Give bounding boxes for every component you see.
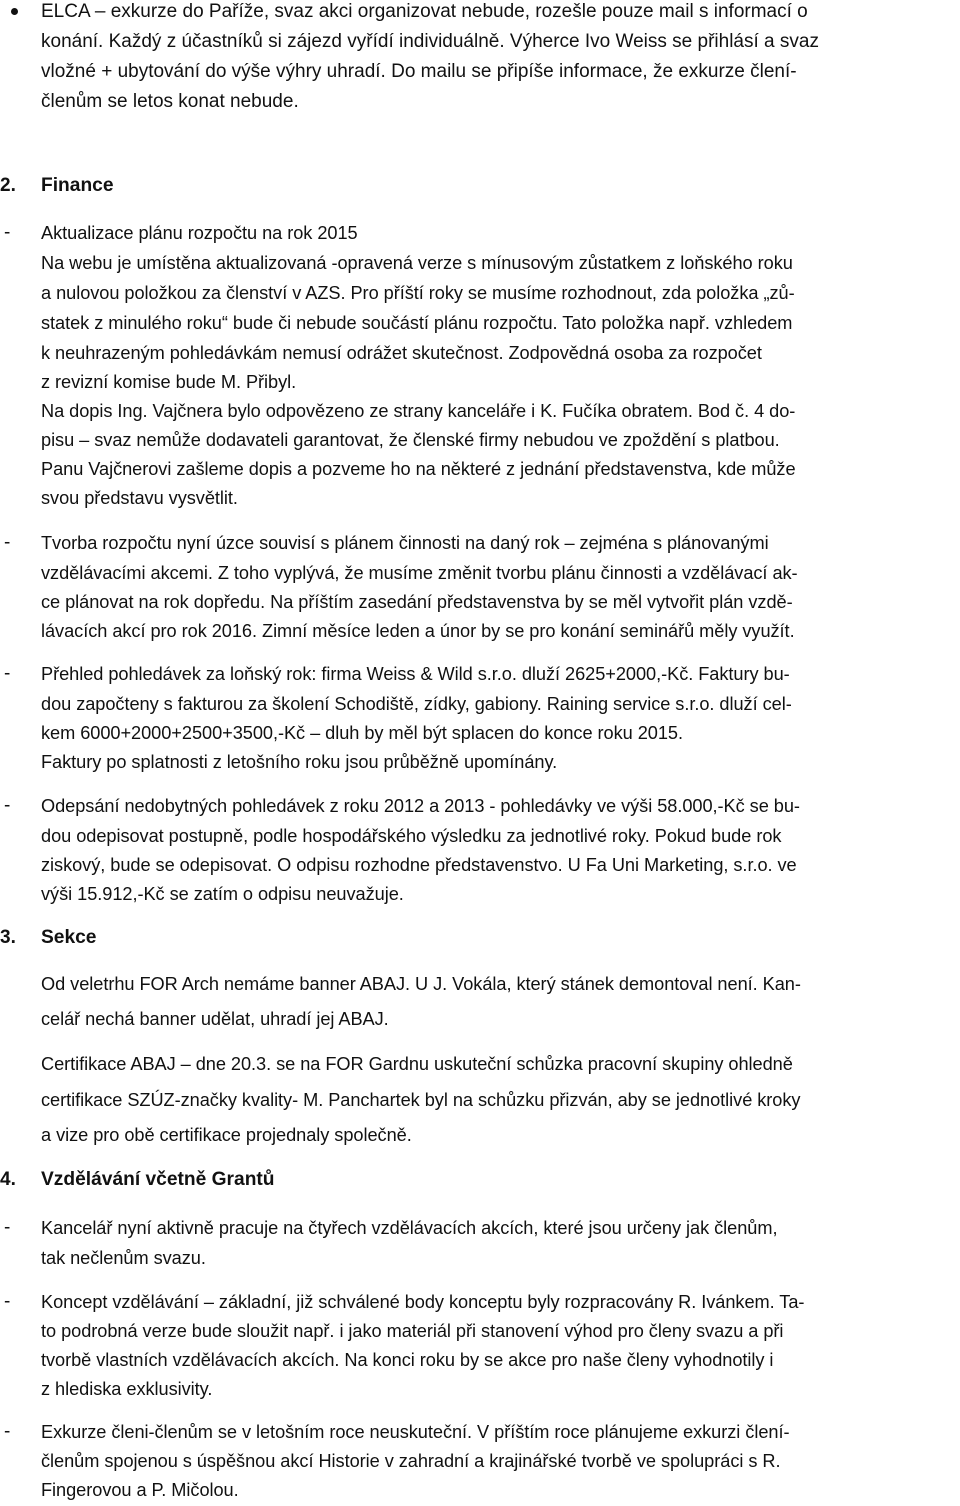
dash-marker: - bbox=[4, 1217, 11, 1238]
text-line: ce plánovat na rok dopředu. Na příštím zasedání představenstva by se měl vytvořit plán vzdě- bbox=[41, 592, 793, 612]
text-line: konání. Každý z účastníků si zájezd vyřídí individuálně. Výherce Ivo Weiss se přihlásí a svaz bbox=[41, 31, 819, 52]
text-line: Koncept vzdělávání – základní, již schválené body konceptu byly rozpracovány R. Ivánkem. Ta- bbox=[41, 1292, 805, 1312]
text-line: celář nechá banner udělat, uhradí jej ABAJ. bbox=[41, 1009, 389, 1029]
text-line: a vize pro obě certifikace projednaly společně. bbox=[41, 1125, 412, 1145]
bullet-icon bbox=[11, 8, 18, 15]
text-line: to podrobná verze bude sloužit např. i jako materiál při stanovení výhod pro členy svazu a při bbox=[41, 1321, 784, 1341]
text-line: výši 15.912,-Kč se zatím o odpisu neuvažuje. bbox=[41, 884, 404, 904]
text-line: Aktualizace plánu rozpočtu na rok 2015 bbox=[41, 223, 358, 243]
dash-marker: - bbox=[4, 1421, 11, 1442]
text-line: svou představu vysvětlit. bbox=[41, 488, 238, 508]
text-line: Fingerovou a P. Mičolou. bbox=[41, 1480, 239, 1500]
text-line: pisu – svaz nemůže dodavateli garantovat, že členské firmy nebudou ve zpoždění s platbou. bbox=[41, 430, 780, 450]
text-line: lávacích akcí pro rok 2016. Zimní měsíce leden a únor by se pro konání seminářů měly využít. bbox=[41, 621, 795, 641]
section-number: 4. bbox=[0, 1169, 16, 1190]
text-line: Odepsání nedobytných pohledávek z roku 2012 a 2013 - pohledávky ve výši 58.000,-Kč se bu- bbox=[41, 796, 800, 816]
text-line: kem 6000+2000+2500+3500,-Kč – dluh by měl být splacen do konce roku 2015. bbox=[41, 723, 683, 743]
dash-marker: - bbox=[4, 795, 11, 816]
text-line: k neuhrazeným pohledávkám nemusí odrážet skutečnost. Zodpovědná osoba za rozpočet bbox=[41, 343, 762, 363]
text-line: certifikace SZÚZ-značky kvality- M. Panchartek byl na schůzku přizván, aby se jednotlivé kroky bbox=[41, 1090, 801, 1110]
text-line: Faktury po splatnosti z letošního roku jsou průběžně upomínány. bbox=[41, 752, 558, 772]
text-line: Panu Vajčnerovi zašleme dopis a pozveme ho na některé z jednání představenstva, kde může bbox=[41, 459, 796, 479]
text-line: tak nečlenům svazu. bbox=[41, 1248, 206, 1268]
text-line: z revizní komise bude M. Přibyl. bbox=[41, 372, 297, 392]
dash-marker: - bbox=[4, 222, 11, 243]
text-line: Přehled pohledávek za loňský rok: firma Weiss & Wild s.r.o. dluží 2625+2000,-Kč. Faktury bu- bbox=[41, 664, 790, 684]
text-line: vložné + ubytování do výše výhry uhradí. Do mailu se připíše informace, že exkurze člení- bbox=[41, 61, 797, 82]
dash-marker: - bbox=[4, 1291, 11, 1312]
text-line: a nulovou položkou za členství v AZS. Pro příští roky se musíme rozhodnout, zda položka „zů- bbox=[41, 283, 795, 303]
text-line: statek z minulého roku“ bude či nebude součástí plánu rozpočtu. Tato položka např. vzhledem bbox=[41, 313, 793, 333]
text-line: vzdělávacími akcemi. Z toho vyplývá, že musíme změnit tvorbu plánu činnosti a vzdělávací ak- bbox=[41, 563, 798, 583]
text-line: Certifikace ABAJ – dne 20.3. se na FOR Gardnu uskuteční schůzka pracovní skupiny ohledně bbox=[41, 1054, 793, 1074]
text-line: Od veletrhu FOR Arch nemáme banner ABAJ. U J. Vokála, který stánek demontoval není. Kan- bbox=[41, 974, 801, 994]
text-line: ziskový, bude se odepisovat. O odpisu rozhodne představenstvo. U Fa Uni Marketing, s.r.o. ve bbox=[41, 855, 797, 875]
text-line: Exkurze členi-členům se v letošním roce neuskuteční. V příštím roce plánujeme exkurzi člení- bbox=[41, 1422, 790, 1442]
section-title: Sekce bbox=[41, 927, 97, 948]
text-line: Na dopis Ing. Vajčnera bylo odpovězeno ze strany kanceláře i K. Fučíka obratem. Bod č. 4 do- bbox=[41, 401, 796, 421]
dash-marker: - bbox=[4, 663, 11, 684]
text-line: dou odepisovat postupně, podle hospodářského výsledku za jednotlivé roky. Pokud bude rok bbox=[41, 826, 782, 846]
section-number: 3. bbox=[0, 927, 16, 948]
section-title: Vzdělávání včetně Grantů bbox=[41, 1169, 275, 1190]
text-line: Kancelář nyní aktivně pracuje na čtyřech vzdělávacích akcích, které jsou určeny jak členům, bbox=[41, 1218, 778, 1238]
section-number: 2. bbox=[0, 175, 16, 196]
text-line: ELCA – exkurze do Paříže, svaz akci organizovat nebude, rozešle pouze mail s informací o bbox=[41, 1, 808, 22]
dash-marker: - bbox=[4, 532, 11, 553]
section-title: Finance bbox=[41, 175, 114, 196]
text-line: Na webu je umístěna aktualizovaná -opravená verze s mínusovým zůstatkem z loňského roku bbox=[41, 253, 793, 273]
text-line: Tvorba rozpočtu nyní úzce souvisí s plánem činnosti na daný rok – zejména s plánovanými bbox=[41, 533, 769, 553]
text-line: členům se letos konat nebude. bbox=[41, 91, 299, 112]
text-line: tvorbě vlastních vzdělávacích akcích. Na konci roku by se akce pro naše členy vyhodnotily i bbox=[41, 1350, 774, 1370]
text-line: dou započteny s fakturou za školení Schodiště, zídky, gabiony. Raining service s.r.o. dluží cel- bbox=[41, 694, 792, 714]
text-line: z hlediska exklusivity. bbox=[41, 1379, 213, 1399]
text-line: členům spojenou s úspěšnou akcí Historie v zahradní a krajinářské tvorbě ve spolupráci s R. bbox=[41, 1451, 781, 1471]
